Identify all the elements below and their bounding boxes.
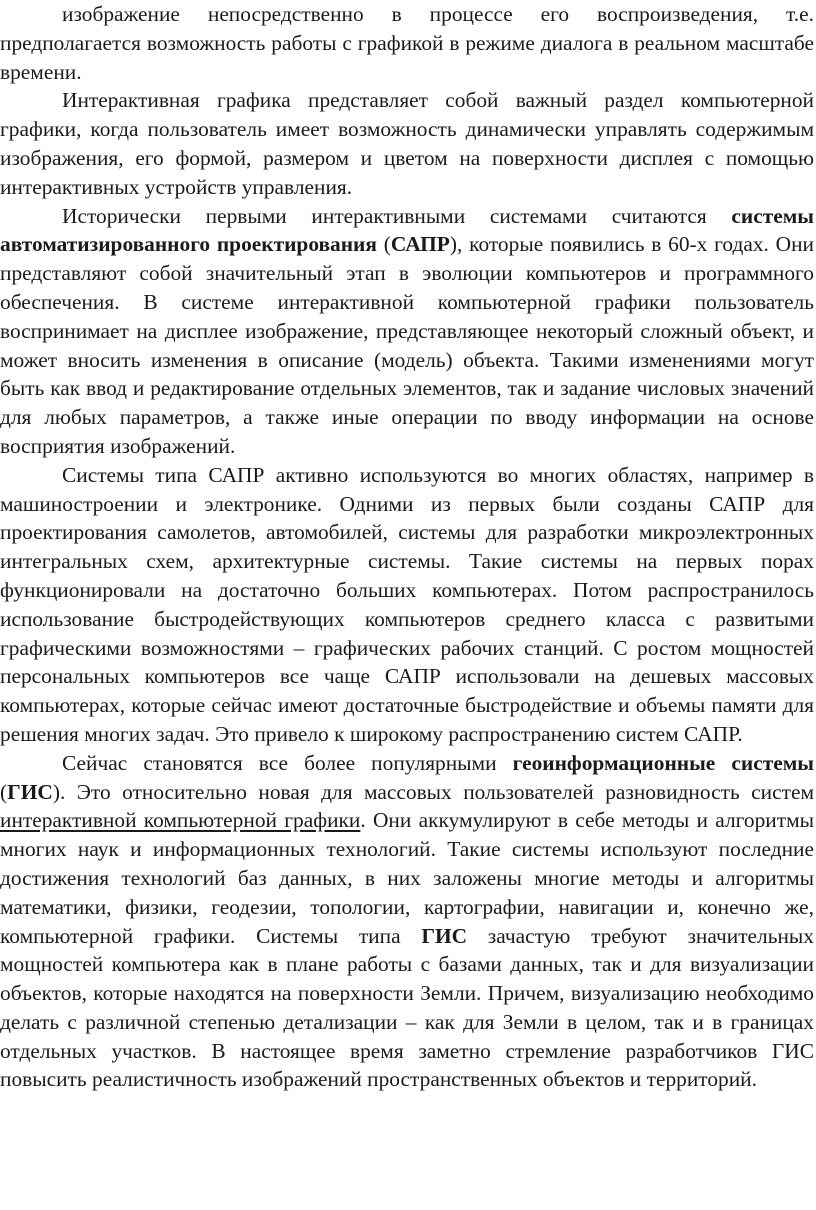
bold-term: ГИС: [7, 779, 53, 804]
bold-term: САПР: [390, 232, 450, 257]
text-segment: ), которые появились в 60-х годах. Они представляют собой значительный этап в эволюции компьютеров и программного обеспечения. В системе интерактивной компьютерной графики пользователь воспринимает на дисплее изображение, представляющее некоторый сложный объект, и может вносить изменения в описание (модель) объекта. Такими изменениями могут быть как ввод и редактирование отдельных элементов, так и задание числовых значений для любых параметров, а также иные операции по вводу информации на основе восприятия изображений.: [0, 232, 814, 458]
text-segment: Сейчас становятся все более популярными: [62, 750, 513, 775]
bold-term: ГИС: [421, 923, 468, 948]
text-segment: (: [376, 232, 391, 257]
paragraph-cad-history: [0, 202, 814, 461]
paragraph-continuation: [0, 0, 814, 86]
bold-term: геоинформационные системы: [512, 750, 814, 775]
text-segment: зачастую требуют значительных мощностей компьютера как в плане работы с базами данных, так и для визуализации объектов, которые находятся на поверхности Земли. Причем, визуализацию необходимо делать с различной степенью детализации – как для Земли в целом, так и в границах отдельных участков. В настоящее время заметно стремление разработчиков ГИС повысить реалистичность изображений пространственных объектов и территорий.: [0, 923, 814, 1092]
text-segment: Системы типа САПР активно используются во многих областях, например в машиностроении и электронике. Одними из первых были созданы САПР для проектирования самолетов, автомобилей, системы для разработки микроэлектронных интегральных схем, архитектурные системы. Такие системы на первых порах функционировали на достаточно больших компьютерах. Потом распространилось использование быстродействующих компьютеров среднего класса с развитыми графическими возможностями – графических рабочих станций. С ростом мощностей персональных компьютеров все чаще САПР использовали на дешевых массовых компьютерах, которые сейчас имеют достаточные быстродействие и объемы памяти для решения многих задач. Это привело к широкому распространению систем САПР.: [0, 462, 814, 746]
paragraph-cad-usage: [0, 461, 814, 749]
bold-term: системы автоматизированного проектирования: [0, 203, 814, 257]
underlined-term: интерактивной компьютерной графики: [0, 808, 361, 833]
text-segment: (: [0, 779, 8, 804]
text-segment: ). Это относительно новая для массовых пользователей разновидность систем: [52, 779, 814, 804]
paragraph-gis: [0, 749, 814, 1095]
text-segment: Интерактивная графика представляет собой важный раздел компьютерной графики, когда пользователь имеет возможность динамически управлять содержимым изображения, его формой, размером и цветом на поверхности дисплея с помощью интерактивных устройств управления.: [0, 88, 814, 199]
text-segment: изображение непосредственно в процессе его воспроизведения, т.е. предполагается возможность работы с графикой в режиме диалога в реальном масштабе времени.: [0, 2, 814, 84]
text-segment: Исторически первыми интерактивными системами считаются: [62, 203, 732, 228]
paragraph-interactive-graphics: [0, 86, 814, 201]
text-segment: . Они аккумулируют в себе методы и алгоритмы многих наук и информационных технологий. Такие системы используют последние достижения технологий баз данных, в них заложены многие методы и алгоритмы математики, физики, геодезии, топологии, картографии, навигации и, конечно же, компьютерной графики. Системы типа: [0, 808, 814, 948]
